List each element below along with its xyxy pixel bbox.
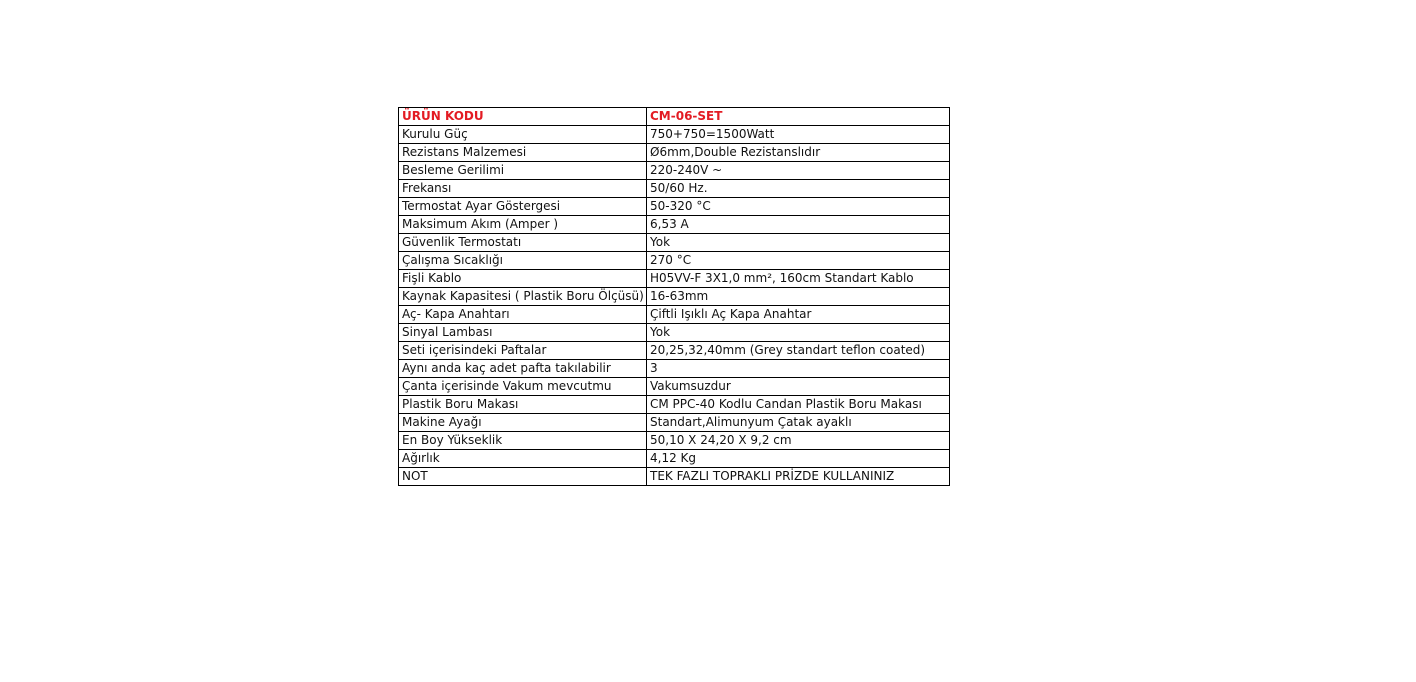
spec-label: Rezistans Malzemesi	[399, 144, 647, 162]
spec-value: 270 °C	[647, 252, 950, 270]
spec-label: Seti içerisindeki Paftalar	[399, 342, 647, 360]
spec-row	[399, 378, 950, 396]
spec-row	[399, 162, 950, 180]
spec-label: Aç- Kapa Anahtarı	[399, 306, 647, 324]
spec-row	[399, 324, 950, 342]
spec-value: 3	[647, 360, 950, 378]
spec-label: Aynı anda kaç adet pafta takılabilir	[399, 360, 647, 378]
spec-label: Termostat Ayar Göstergesi	[399, 198, 647, 216]
spec-label: Çanta içerisinde Vakum mevcutmu	[399, 378, 647, 396]
spec-value: H05VV-F 3X1,0 mm², 160cm Standart Kablo	[647, 270, 950, 288]
spec-value: Yok	[647, 234, 950, 252]
spec-value: 50,10 X 24,20 X 9,2 cm	[647, 432, 950, 450]
spec-row	[399, 306, 950, 324]
spec-row	[399, 432, 950, 450]
spec-value: 20,25,32,40mm (Grey standart teflon coated)	[647, 342, 950, 360]
spec-label: Kurulu Güç	[399, 126, 647, 144]
spec-row	[399, 144, 950, 162]
spec-value: 220-240V ~	[647, 162, 950, 180]
spec-value: 6,53 A	[647, 216, 950, 234]
spec-value: 50/60 Hz.	[647, 180, 950, 198]
spec-label: Besleme Gerilimi	[399, 162, 647, 180]
spec-table	[398, 107, 950, 486]
spec-value: 50-320 °C	[647, 198, 950, 216]
spec-value: TEK FAZLI TOPRAKLI PRİZDE KULLANINIZ	[647, 468, 950, 486]
spec-value: 16-63mm	[647, 288, 950, 306]
spec-row	[399, 288, 950, 306]
spec-row	[399, 198, 950, 216]
spec-value: Vakumsuzdur	[647, 378, 950, 396]
spec-label: Ağırlık	[399, 450, 647, 468]
product-code-label: ÜRÜN KODU	[399, 108, 647, 126]
spec-label: Çalışma Sıcaklığı	[399, 252, 647, 270]
spec-label: Güvenlik Termostatı	[399, 234, 647, 252]
spec-label: NOT	[399, 468, 647, 486]
spec-row	[399, 360, 950, 378]
spec-row	[399, 234, 950, 252]
spec-label: En Boy Yükseklik	[399, 432, 647, 450]
spec-value: Çiftli Işıklı Aç Kapa Anahtar	[647, 306, 950, 324]
spec-label: Fişli Kablo	[399, 270, 647, 288]
spec-row	[399, 126, 950, 144]
spec-value: Yok	[647, 324, 950, 342]
spec-row	[399, 468, 950, 486]
spec-label: Plastik Boru Makası	[399, 396, 647, 414]
spec-label: Kaynak Kapasitesi ( Plastik Boru Ölçüsü)	[399, 288, 647, 306]
spec-row	[399, 270, 950, 288]
spec-value: Ø6mm,Double Rezistanslıdır	[647, 144, 950, 162]
product-code-value: CM-06-SET	[647, 108, 950, 126]
spec-value: CM PPC-40 Kodlu Candan Plastik Boru Makası	[647, 396, 950, 414]
spec-label: Makine Ayağı	[399, 414, 647, 432]
spec-header-row	[399, 108, 950, 126]
spec-value: 750+750=1500Watt	[647, 126, 950, 144]
spec-row	[399, 414, 950, 432]
spec-label: Frekansı	[399, 180, 647, 198]
spec-row	[399, 180, 950, 198]
spec-value: Standart,Alimunyum Çatak ayaklı	[647, 414, 950, 432]
spec-row	[399, 396, 950, 414]
spec-label: Sinyal Lambası	[399, 324, 647, 342]
spec-row	[399, 216, 950, 234]
spec-row	[399, 450, 950, 468]
spec-table-body	[399, 108, 950, 486]
spec-label: Maksimum Akım (Amper )	[399, 216, 647, 234]
spec-row	[399, 252, 950, 270]
spec-value: 4,12 Kg	[647, 450, 950, 468]
spec-row	[399, 342, 950, 360]
